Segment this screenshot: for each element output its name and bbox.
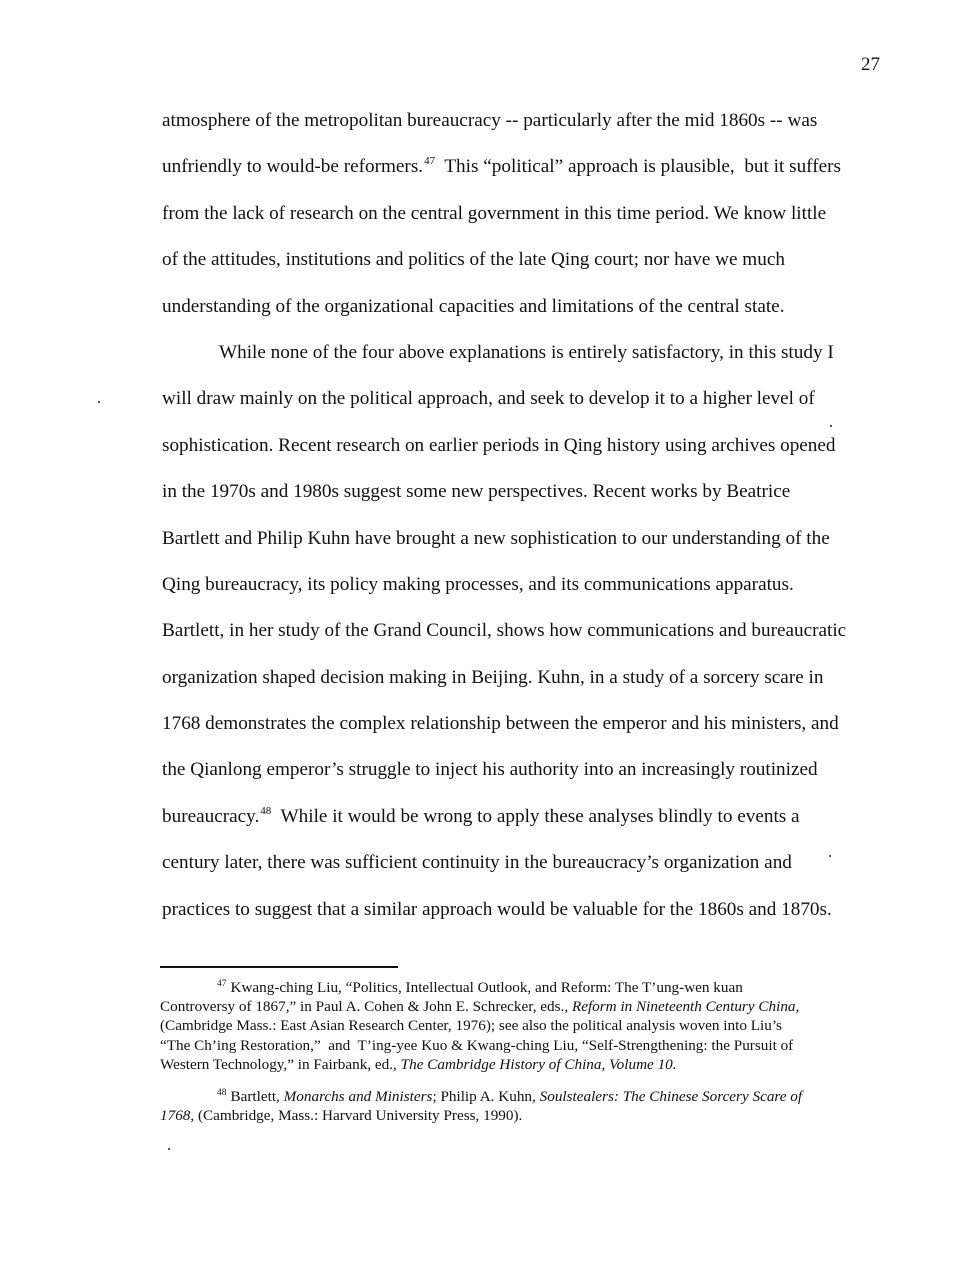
footnote-line <box>160 1087 880 1106</box>
text-line <box>162 840 882 886</box>
line-text: practices to suggest that a similar approach would be valuable for the 1860s and 1870s. <box>162 898 832 920</box>
footnote-text: (Cambridge Mass.: East Asian Research Center, 1976); see also the political analysis woven into Liu’s <box>160 1017 782 1035</box>
text-line <box>162 376 882 422</box>
line-text: sophistication. Recent research on earlier periods in Qing history using archives opened <box>162 434 836 456</box>
text-line <box>162 701 882 747</box>
footnote-ref: 47 <box>424 155 436 168</box>
footnote-ref: 48 <box>260 804 272 817</box>
footnote-text: ; Philip A. Kuhn, <box>432 1088 540 1106</box>
line-text: Bartlett and Philip Kuhn have brought a new sophistication to our understanding of the <box>162 527 830 549</box>
footnote-text: (Cambridge, Mass.: Harvard University Press, 1990). <box>194 1107 523 1125</box>
text-line <box>162 608 882 654</box>
text-line <box>162 423 882 469</box>
footnote-text: Soulstealers: The Chinese Sorcery Scare of <box>539 1088 803 1106</box>
text-line <box>162 887 882 933</box>
line-text: bureaucracy. <box>162 805 260 827</box>
line-text: century later, there was sufficient continuity in the bureaucracy’s organization and <box>162 852 792 874</box>
line-text: in the 1970s and 1980s suggest some new perspectives. Recent works by Beatrice <box>162 481 791 503</box>
text-line <box>162 562 882 608</box>
text-line <box>162 144 882 190</box>
footnote-divider <box>160 966 398 968</box>
footnote-line <box>160 997 880 1016</box>
text-line <box>162 237 882 283</box>
text-line <box>162 747 882 793</box>
footnote-line <box>160 1055 880 1074</box>
line-text: unfriendly to would-be reformers. <box>162 156 424 178</box>
scan-speck <box>168 1148 170 1150</box>
scan-speck <box>830 425 832 427</box>
paragraph <box>162 98 882 330</box>
footnote-text: 1768, <box>160 1107 195 1125</box>
line-text: organization shaped decision making in Beijing. Kuhn, in a study of a sorcery scare in <box>162 666 824 688</box>
paragraph <box>162 330 882 933</box>
footnote-text: Monarchs and Ministers <box>283 1088 433 1106</box>
line-text-continued: This “political” approach is plausible, but it suffers <box>435 156 841 178</box>
line-text: atmosphere of the metropolitan bureaucracy -- particularly after the mid 1860s -- was <box>162 110 818 131</box>
footnote-48 <box>160 1087 880 1125</box>
footnote-line <box>160 978 880 997</box>
footnote-text: “The Ch’ing Restoration,” and T’ing-yee Kuo & Kwang-ching Liu, “Self-Strengthening: the Pursuit of <box>160 1036 794 1054</box>
scan-speck <box>829 855 831 857</box>
line-text: the Qianlong emperor’s struggle to inject his authority into an increasingly routinized <box>162 759 818 781</box>
text-line <box>162 330 882 376</box>
scan-speck <box>98 401 100 403</box>
text-line <box>162 98 882 144</box>
line-text: from the lack of research on the central government in this time period. We know little <box>162 202 827 224</box>
line-text: of the attitudes, institutions and politics of the late Qing court; nor have we much <box>162 249 785 271</box>
footnote-line <box>160 1106 880 1125</box>
footnote-47 <box>160 978 880 1074</box>
line-text: While none of the four above explanations is entirely satisfactory, in this study I <box>219 341 834 363</box>
footnote-text: Bartlett, <box>230 1088 284 1106</box>
footnote-number: 47 <box>217 979 227 989</box>
text-line <box>162 655 882 701</box>
text-line <box>162 191 882 237</box>
footnote-line <box>160 1016 880 1035</box>
text-line <box>162 284 882 330</box>
line-text: understanding of the organizational capacities and limitations of the central state. <box>162 295 785 317</box>
line-text: will draw mainly on the political approach, and seek to develop it to a higher level of <box>162 388 815 410</box>
footnote-number: 48 <box>217 1088 227 1099</box>
footnote-text: The Cambridge History of China, Volume 10. <box>400 1055 677 1073</box>
text-line <box>162 469 882 515</box>
line-text-continued: While it would be wrong to apply these analyses blindly to events a <box>271 805 800 827</box>
footnote-line <box>160 1036 880 1055</box>
line-text: 1768 demonstrates the complex relationship between the emperor and his ministers, and <box>162 713 839 735</box>
line-text: Qing bureaucracy, its policy making processes, and its communications apparatus. <box>162 573 794 595</box>
footnote-text: Controversy of 1867,” in Paul A. Cohen & John E. Schrecker, eds., <box>160 998 572 1016</box>
body-text <box>162 98 882 933</box>
text-line <box>162 794 882 840</box>
line-text: Bartlett, in her study of the Grand Council, shows how communications and bureaucratic <box>162 620 847 642</box>
footnote-text: Kwang-ching Liu, “Politics, Intellectual Outlook, and Reform: The T’ung-wen kuan <box>230 979 743 996</box>
footnotes-section <box>160 978 880 1125</box>
text-line <box>162 516 882 562</box>
footnote-text: Reform in Nineteenth Century China, <box>571 998 800 1016</box>
page-number: 27 <box>861 54 880 75</box>
footnote-text: Western Technology,” in Fairbank, ed., <box>160 1055 401 1073</box>
